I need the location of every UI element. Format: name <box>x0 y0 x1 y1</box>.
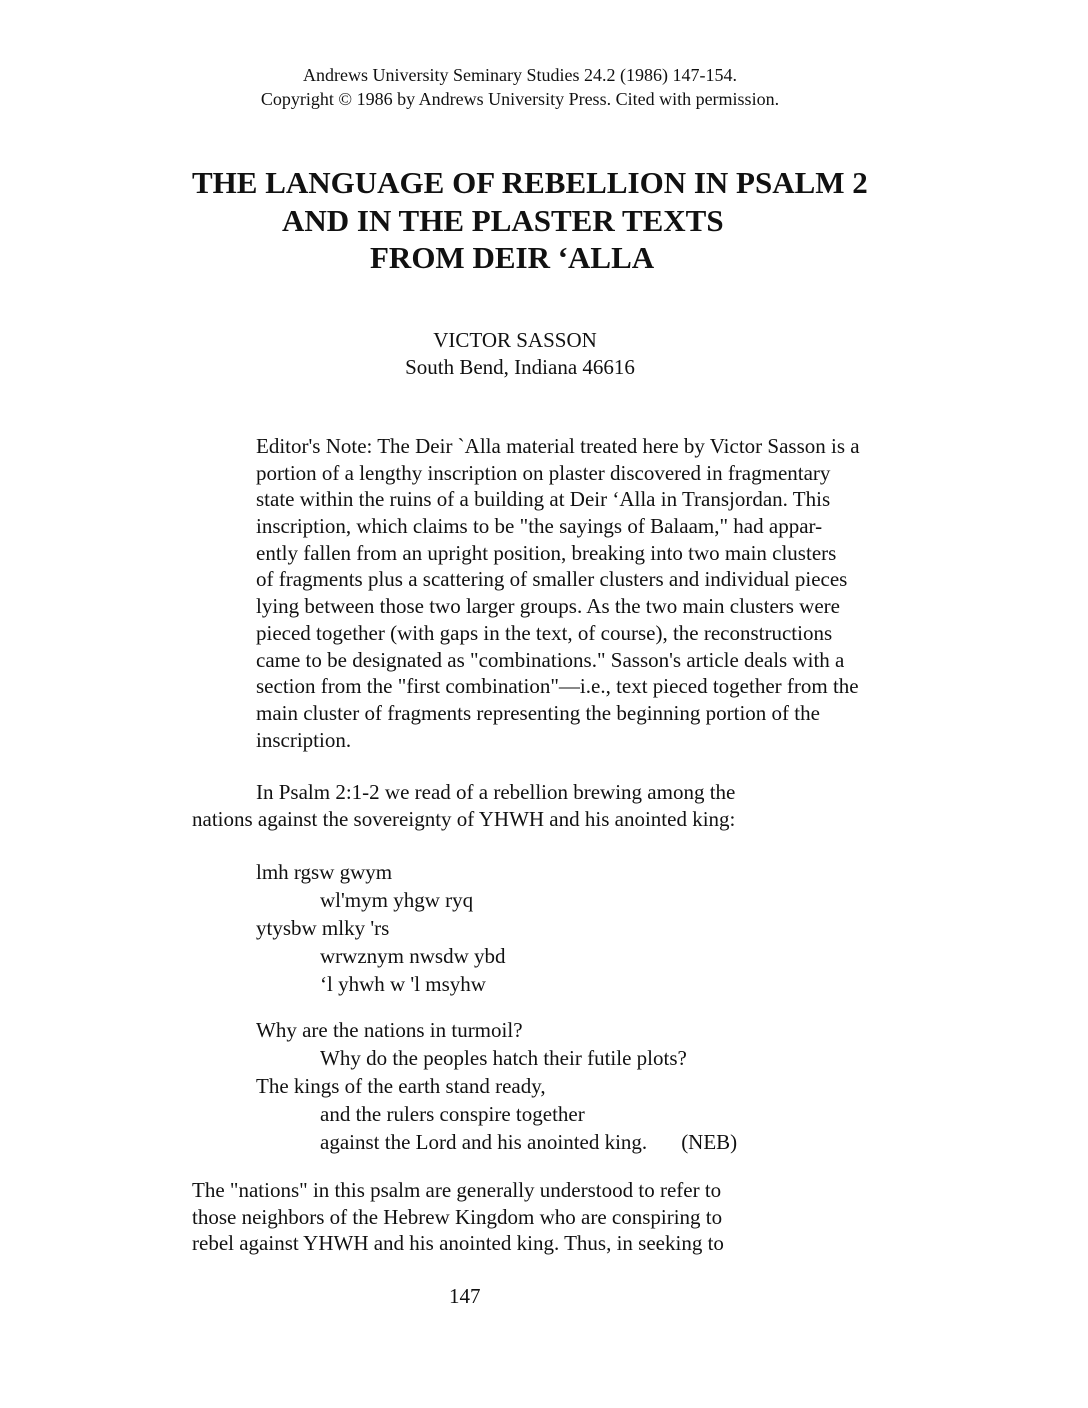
paragraph-line: rebel against YHWH and his anointed king. Thus, in seeking to <box>192 1231 724 1256</box>
verse-line: wrwznym nwsdw ybd <box>320 944 506 968</box>
verse-line: lmh rgsw gwym <box>256 860 393 884</box>
title-line-2: AND IN THE PLASTER TEXTS <box>282 203 724 238</box>
verse-line <box>256 1128 737 1156</box>
intro-line-2: nations against the sovereignty of YHWH and his anointed king: <box>192 807 736 831</box>
title-line-1: THE LANGUAGE OF REBELLION IN PSALM 2 <box>192 165 868 200</box>
verse-line: and the rulers conspire together <box>320 1102 585 1126</box>
verse-line: wl'mym yhgw ryq <box>320 888 474 912</box>
paragraph-line: those neighbors of the Hebrew Kingdom who are conspiring to <box>192 1204 723 1229</box>
editors-note-line: of fragments plus a scattering of smaller clusters and individual pieces <box>256 567 848 592</box>
editors-note-line: state within the ruins of a building at Deir ‘Alla in Transjordan. This <box>256 487 831 512</box>
intro-line-1: In Psalm 2:1-2 we read of a rebellion brewing among the <box>256 780 736 804</box>
verse-line: Why are the nations in turmoil? <box>256 1018 523 1042</box>
editors-note-line: inscription. <box>256 727 352 752</box>
editors-note-line: ently fallen from an upright position, breaking into two main clusters <box>256 540 837 565</box>
closing-paragraph <box>192 1177 724 1257</box>
english-verse <box>256 1016 737 1156</box>
editors-note-line: lying between those two larger groups. As the two main clusters were <box>256 594 840 619</box>
editors-note-line: Editor's Note: The Deir `Alla material treated here by Victor Sasson is a <box>256 434 860 458</box>
editors-note-line: section from the "first combination"—i.e., text pieced together from the <box>256 674 859 699</box>
page-number: 147 <box>449 1284 481 1308</box>
editors-note-line: portion of a lengthy inscription on plaster discovered in fragmentary <box>256 460 831 485</box>
verse-line: Why do the peoples hatch their futile plots? <box>320 1046 687 1070</box>
verse-line-text: against the Lord and his anointed king. <box>320 1130 648 1154</box>
editors-note-line: came to be designated as "combinations." Sasson's article deals with a <box>256 647 845 672</box>
journal-citation: Andrews University Seminary Studies 24.2 (1986) 147-154. <box>303 65 737 85</box>
hebrew-verse <box>256 858 505 998</box>
copyright-notice: Copyright © 1986 by Andrews University Press. Cited with permission. <box>260 89 780 109</box>
author-name: VICTOR SASSON <box>433 328 597 352</box>
verse-line: The kings of the earth stand ready, <box>256 1074 546 1098</box>
editors-note-line: inscription, which claims to be "the sayings of Balaam," had appar- <box>256 514 823 539</box>
translation-tag: (NEB) <box>681 1130 738 1154</box>
title-line-3: FROM DEIR ‘ALLA <box>370 240 655 275</box>
paragraph-line: The "nations" in this psalm are generally understood to refer to <box>192 1178 722 1202</box>
verse-line: ytysbw mlky 'rs <box>256 916 390 940</box>
author-location: South Bend, Indiana 46616 <box>405 355 635 379</box>
editors-note-line: pieced together (with gaps in the text, of course), the reconstructions <box>256 620 833 645</box>
editors-note-line: main cluster of fragments representing the beginning portion of the <box>256 700 820 725</box>
verse-line: ‘l yhwh w 'l msyhw <box>320 972 486 996</box>
editors-note <box>256 433 860 753</box>
